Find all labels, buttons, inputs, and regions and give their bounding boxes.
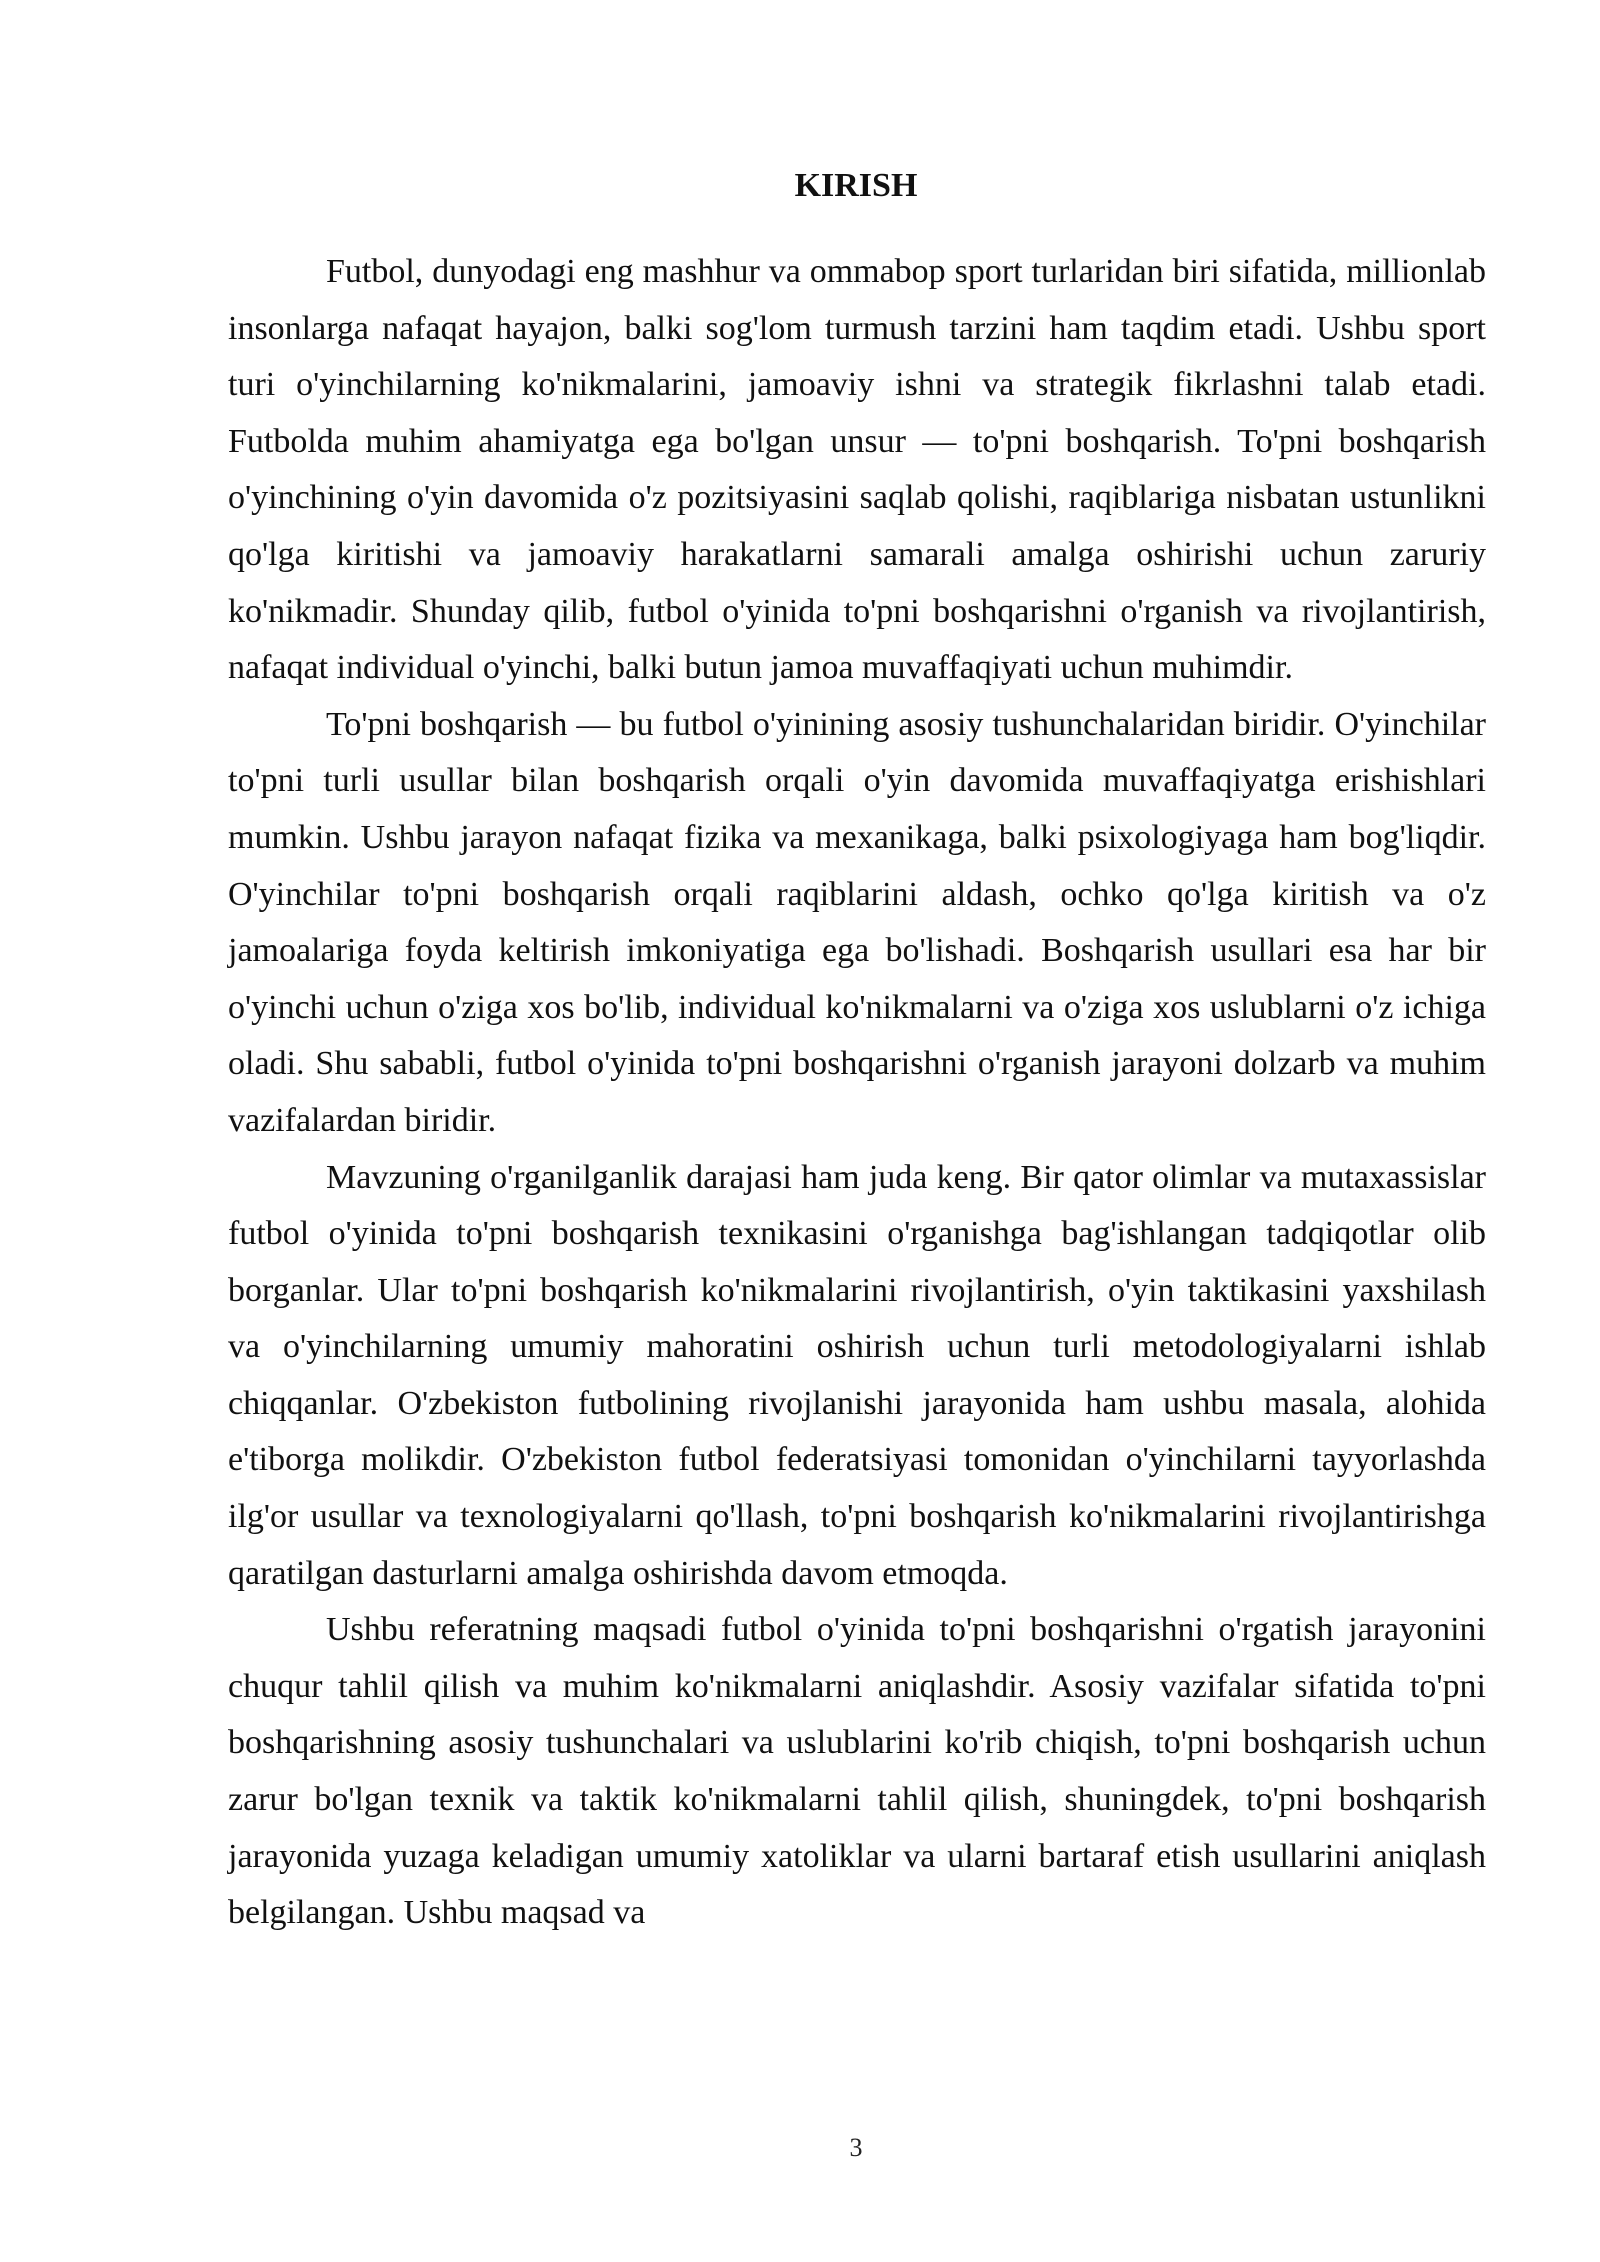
paragraph: Futbol, dunyodagi eng mashhur va ommabop sport turlaridan biri sifatida, millionlab insonlarga nafaqat hayajon, balki sog'lom turmush tarzini ham taqdim etadi. Ushbu sport turi o'yinchilarning ko'nikmalarini, jamoaviy ishni va strategik fikrlashni talab etadi. Futbolda muhim ahamiyatga ega bo'lgan unsur — to'pni boshqarish. To'pni boshqarish o'yinchining o'yin davomida o'z pozitsiyasini saqlab qolishi, raqiblariga nisbatan ustunlikni qo'lga kiritishi va jamoaviy harakatlarni samarali amalga oshirishi uchun zaruriy ko'nikmadir. Shunday qilib, futbol o'yinida to'pni boshqarishni o'rganish va rivojlantirish, nafaqat individual o'yinchi, balki butun jamoa muvaffaqiyati uchun muhimdir.: [228, 253, 1486, 687]
body-text: [228, 244, 1486, 1942]
paragraph: Mavzuning o'rganilganlik darajasi ham juda keng. Bir qator olimlar va mutaxassislar futbol o'yinida to'pni boshqarish texnikasini o'rganishga bag'ishlangan tadqiqotlar olib borganlar. Ular to'pni boshqarish ko'nikmalarini rivojlantirish, o'yin taktikasini yaxshilash va o'yinchilarning umumiy mahoratini oshirish uchun turli metodologiyalarni ishlab chiqqanlar. O'zbekiston futbolining rivojlanishi jarayonida ham ushbu masala, alohida e'tiborga molikdir. O'zbekiston futbol federatsiyasi tomonidan o'yinchilarni tayyorlashda ilg'or usullar va texnologiyalarni qo'llash, to'pni boshqarish ko'nikmalarini rivojlantirishga qaratilgan dasturlarni amalga oshirishda davom etmoqda.: [228, 1158, 1486, 1592]
section-title: KIRISH: [794, 167, 918, 204]
paragraph: Ushbu referatning maqsadi futbol o'yinida to'pni boshqarishni o'rgatish jarayonini chuqur tahlil qilish va muhim ko'nikmalarni aniqlashdir. Asosiy vazifalar sifatida to'pni boshqarishning asosiy tushunchalari va uslublarini ko'rib chiqish, to'pni boshqarish uchun zarur bo'lgan texnik va taktik ko'nikmalarni tahlil qilish, shuningdek, to'pni boshqarish jarayonida yuzaga keladigan umumiy xatoliklar va ularni bartaraf etish usullarini aniqlash belgilangan. Ushbu maqsad va: [228, 1611, 1486, 1932]
paragraph: To'pni boshqarish — bu futbol o'yinining asosiy tushunchalaridan biridir. O'yinchilar to'pni turli usullar bilan boshqarish orqali o'yin davomida muvaffaqiyatga erishishlari mumkin. Ushbu jarayon nafaqat fizika va mexanikaga, balki psixologiyaga ham bog'liqdir. O'yinchilar to'pni boshqarish orqali raqiblarini aldash, ochko qo'lga kiritish va o'z jamoalariga foyda keltirish imkoniyatiga ega bo'lishadi. Boshqarish usullari esa har bir o'yinchi uchun o'ziga xos bo'lib, individual ko'nikmalarni va o'ziga xos uslublarni o'z ichiga oladi. Shu sababli, futbol o'yinida to'pni boshqarishni o'rganish jarayoni dolzarb va muhim vazifalardan biridir.: [228, 705, 1486, 1139]
page-number: 3: [849, 2133, 863, 2162]
